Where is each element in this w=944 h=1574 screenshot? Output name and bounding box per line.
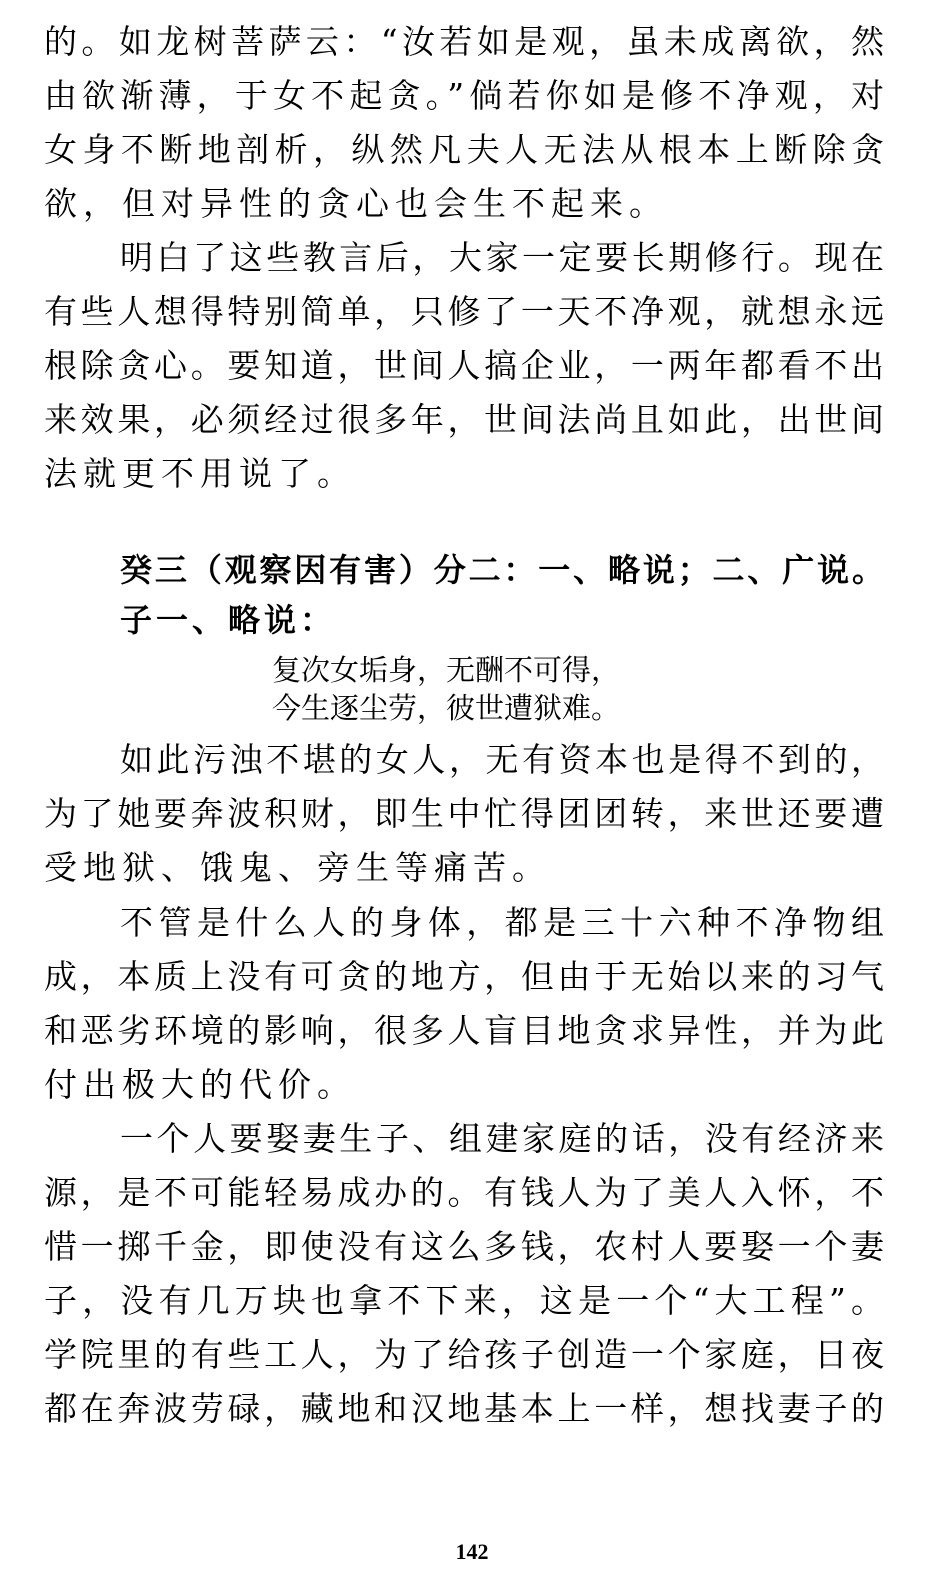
text-line: 来效果，必须经过很多年，世间法尚且如此，出世间	[44, 400, 884, 439]
text-line: 由欲渐薄，于女不起贪。”倘若你如是修不净观，对	[44, 76, 884, 115]
text-line: 如此污浊不堪的女人，无有资本也是得不到的，	[120, 740, 884, 779]
page-number: 142	[455, 1539, 489, 1564]
section-heading: 癸三（观察因有害）分二：一、略说；二、广说。	[120, 551, 884, 589]
text-line: 明白了这些教言后，大家一定要长期修行。现在	[120, 238, 884, 277]
text-line: 一个人要娶妻生子、组建家庭的话，没有经济来	[120, 1119, 884, 1158]
text-line: 和恶劣环境的影响，很多人盲目地贪求异性，并为此	[44, 1011, 884, 1050]
verse-line: 复次女垢身，无酬不可得，	[272, 653, 621, 687]
text-line: 的。如龙树菩萨云：“汝若如是观，虽未成离欲，然	[44, 22, 884, 61]
subsection-heading: 子一、略说：	[120, 601, 337, 639]
text-line: 受地狱、饿鬼、旁生等痛苦。	[44, 848, 551, 887]
text-line: 有些人想得特别简单，只修了一天不净观，就想永远	[44, 292, 884, 331]
text-line: 源，是不可能轻易成办的。有钱人为了美人入怀，不	[44, 1173, 884, 1212]
text-line: 不管是什么人的身体，都是三十六种不净物组	[120, 903, 884, 942]
text-line: 学院里的有些工人，为了给孩子创造一个家庭，日夜	[44, 1335, 884, 1374]
text-line: 女身不断地剖析，纵然凡夫人无法从根本上断除贪	[44, 130, 884, 169]
text-line: 为了她要奔波积财，即生中忙得团团转，来世还要遭	[44, 794, 884, 833]
text-line: 成，本质上没有可贪的地方，但由于无始以来的习气	[44, 957, 884, 996]
text-line: 根除贪心。要知道，世间人搞企业，一两年都看不出	[44, 346, 884, 385]
text-line: 惜一掷千金，即使没有这么多钱，农村人要娶一个妻	[44, 1227, 884, 1266]
text-line: 付出极大的代价。	[44, 1065, 356, 1104]
text-line: 都在奔波劳碌，藏地和汉地基本上一样，想找妻子的	[44, 1389, 884, 1428]
text-line: 法就更不用说了。	[44, 454, 356, 493]
text-line: 欲，但对异性的贪心也会生不起来。	[44, 184, 668, 223]
verse-line: 今生逐尘劳，彼世遭狱难。	[272, 691, 621, 725]
text-line: 子，没有几万块也拿不下来，这是一个“大工程”。	[44, 1281, 884, 1320]
